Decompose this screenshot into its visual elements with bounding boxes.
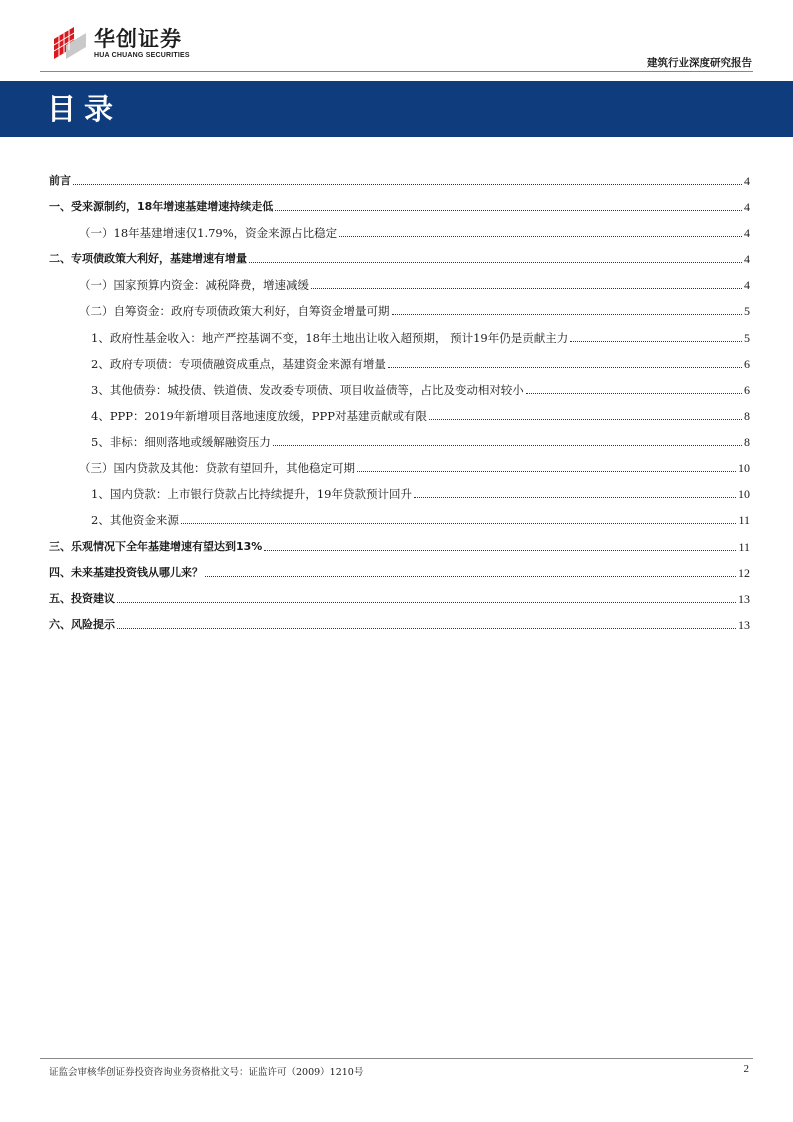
toc-leader-dots xyxy=(388,367,742,368)
toc-leader-dots xyxy=(181,523,737,524)
footer-divider xyxy=(40,1058,753,1059)
toc-entry-label: 5、非标：细则落地或缓解融资压力 xyxy=(91,435,271,449)
toc-entry-page: 8 xyxy=(744,435,750,449)
toc-leader-dots xyxy=(205,576,736,577)
toc-entry[interactable] xyxy=(49,326,750,346)
company-logo xyxy=(52,25,190,61)
toc-entry[interactable] xyxy=(49,508,750,528)
toc-entry-label: 2、其他资金来源 xyxy=(91,513,179,527)
toc-entry-page: 11 xyxy=(738,540,750,554)
toc-entry[interactable] xyxy=(49,561,750,581)
toc-entry[interactable] xyxy=(49,482,750,502)
toc-leader-dots xyxy=(73,184,742,185)
toc-entry[interactable] xyxy=(49,378,750,398)
toc-entry-label: 1、政府性基金收入：地产严控基调不变，18年土地出让收入超预期， 预计19年仍是贡献主力 xyxy=(91,331,569,345)
page-number: 2 xyxy=(743,1063,749,1075)
toc-entry-page: 6 xyxy=(744,383,750,397)
toc-entry[interactable] xyxy=(49,456,750,476)
footer-license: 证监会审核华创证券投资咨询业务资格批文号：证监许可（2009）1210号 xyxy=(49,1067,364,1078)
toc-entry-page: 4 xyxy=(744,200,750,214)
toc-entry-label: 六、风险提示 xyxy=(49,618,115,631)
toc-entry-label: （二）自筹资金：政府专项债政策大利好，自筹资金增量可期 xyxy=(79,304,390,318)
toc-leader-dots xyxy=(429,419,742,420)
toc-entry[interactable] xyxy=(49,404,750,424)
toc-leader-dots xyxy=(570,341,742,342)
toc-leader-dots xyxy=(311,288,742,289)
toc-leader-dots xyxy=(273,445,742,446)
toc-leader-dots xyxy=(392,314,743,315)
toc-entry-page: 4 xyxy=(744,252,750,266)
toc-leader-dots xyxy=(264,550,736,551)
toc-entry-page: 12 xyxy=(738,566,750,580)
toc-entry-label: 四、未来基建投资钱从哪儿来？ xyxy=(49,566,203,579)
toc-leader-dots xyxy=(275,210,742,211)
toc-entry-page: 13 xyxy=(738,618,750,632)
toc-entry-label: 一、受来源制约，18年增速基建增速持续走低 xyxy=(49,200,274,213)
toc-entry-page: 4 xyxy=(744,226,750,240)
toc-entry-page: 6 xyxy=(744,357,750,371)
toc-entry-label: 二、专项债政策大利好，基建增速有增量 xyxy=(49,252,247,265)
toc-entry[interactable] xyxy=(49,169,750,189)
toc-leader-dots xyxy=(357,471,736,472)
toc-entry-label: 4、PPP：2019年新增项目落地速度放缓，PPP对基建贡献或有限 xyxy=(91,409,428,423)
toc-entry-label: 三、乐观情况下全年基建增速有望达到13% xyxy=(49,540,263,553)
toc-entry[interactable] xyxy=(49,273,750,293)
toc-entry[interactable] xyxy=(49,352,750,372)
toc-leader-dots xyxy=(339,236,742,237)
toc-entry-page: 4 xyxy=(744,278,750,292)
toc-entry-label: 1、国内贷款：上市银行贷款占比持续提升，19年贷款预计回升 xyxy=(91,487,412,501)
toc-entry[interactable] xyxy=(49,299,750,319)
toc-leader-dots xyxy=(249,262,742,263)
toc-entry-page: 5 xyxy=(744,304,750,318)
toc-entry-label: 五、投资建议 xyxy=(49,592,115,605)
toc-entry[interactable] xyxy=(49,535,750,555)
header-divider xyxy=(40,71,753,72)
toc-leader-dots xyxy=(414,497,736,498)
toc-leader-dots xyxy=(526,393,742,394)
page-title: 目录 xyxy=(47,92,122,126)
toc-entry-page: 10 xyxy=(738,461,750,475)
toc-leader-dots xyxy=(117,602,736,603)
toc-entry-page: 5 xyxy=(744,331,750,345)
toc-entry[interactable] xyxy=(49,613,750,633)
title-banner xyxy=(0,81,793,137)
toc-entry-label: （一）18年基建增速仅1.79%，资金来源占比稳定 xyxy=(79,226,338,240)
toc-entry-label: （三）国内贷款及其他：贷款有望回升，其他稳定可期 xyxy=(79,461,355,475)
logo-mark-icon xyxy=(52,25,88,61)
toc-entry[interactable] xyxy=(49,587,750,607)
toc-entry-label: （一）国家预算内资金：减税降费，增速减缓 xyxy=(79,278,309,292)
toc-entry-page: 11 xyxy=(738,513,750,527)
toc-entry[interactable] xyxy=(49,221,750,241)
toc-entry-page: 4 xyxy=(744,174,750,188)
toc-entry[interactable] xyxy=(49,195,750,215)
logo-english-name: HUA CHUANG SECURITIES xyxy=(94,51,190,59)
toc-entry-page: 10 xyxy=(738,487,750,501)
toc-entry-label: 3、其他债券：城投债、铁道债、发改委专项债、项目收益债等，占比及变动相对较小 xyxy=(91,383,524,397)
toc-entry-page: 8 xyxy=(744,409,750,423)
toc-entry-label: 2、政府专项债：专项债融资成重点，基建资金来源有增量 xyxy=(91,357,386,371)
toc-entry-label: 前言 xyxy=(49,174,71,187)
report-type: 建筑行业深度研究报告 xyxy=(647,57,752,69)
toc-entry[interactable] xyxy=(49,430,750,450)
logo-chinese-name: 华创证券 xyxy=(94,26,182,51)
toc-leader-dots xyxy=(117,628,736,629)
toc-entry[interactable] xyxy=(49,247,750,267)
toc-entry-page: 13 xyxy=(738,592,750,606)
